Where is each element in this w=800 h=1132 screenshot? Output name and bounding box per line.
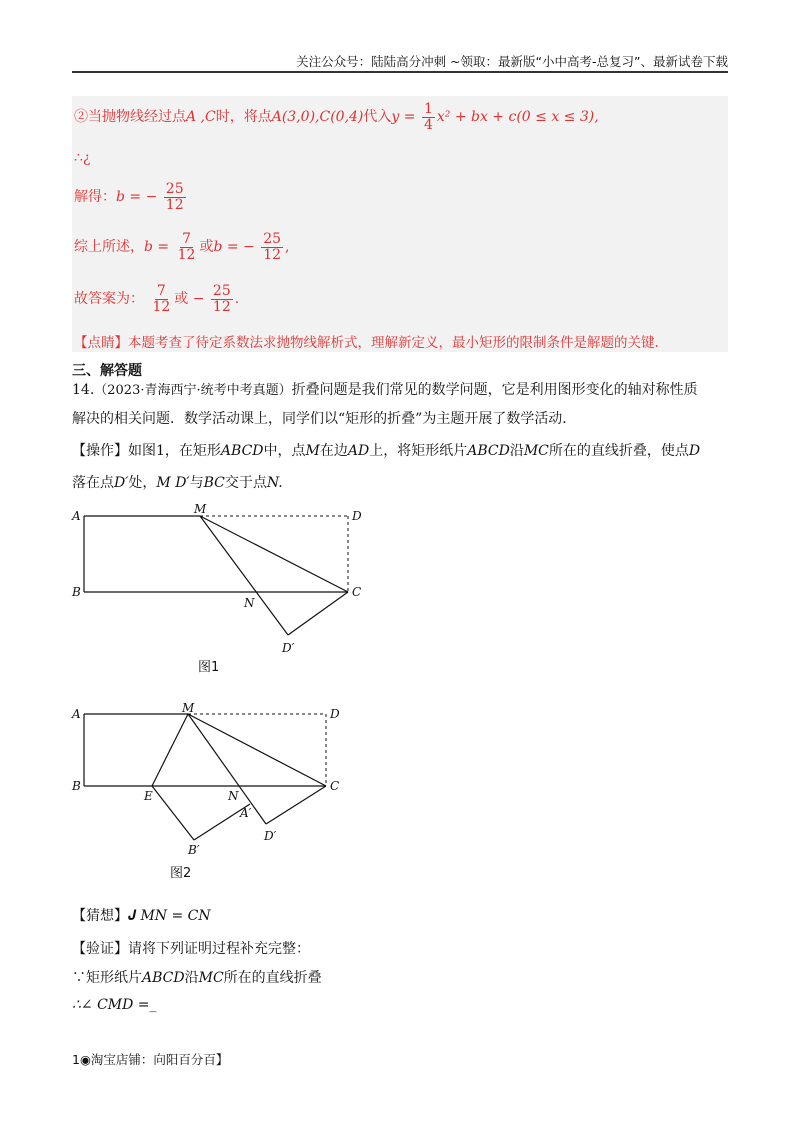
fig2-label-A: A	[72, 707, 81, 721]
fraction-25-12-c: $\frac{25}{12}$	[212, 283, 231, 315]
solution-line-5: 故答案为： $\frac{7}{12}$ 或 − $\frac{25}{12}$ .	[74, 283, 240, 315]
fig1-label-N: N	[244, 596, 255, 610]
fig1-edge-MDp	[200, 516, 288, 635]
fig1-label-D: D	[352, 509, 362, 523]
fig2-label-B: B	[72, 779, 81, 793]
fig1-label-M: M	[194, 502, 207, 516]
fig2-edge-MDp	[188, 714, 266, 824]
solution-line-2: ∴¿	[74, 150, 91, 166]
fig1-fold-MC	[200, 516, 348, 592]
line1-mid: 时，将点	[215, 109, 272, 126]
line1-eq-lhs: y =	[391, 109, 416, 126]
page-footer: 1◉淘宝店铺：向阳百分百】	[72, 1052, 229, 1067]
figure-2	[60, 700, 380, 860]
fig2-edge-EBp	[152, 786, 194, 840]
fig2-label-C: C	[330, 779, 340, 793]
figure-2-caption: 图2	[170, 866, 192, 881]
fig2-fold-ME	[152, 714, 188, 786]
solution-line-3: 解得：b = − $\frac{25}{12}$	[74, 181, 184, 213]
verify-line: 【验证】请将下列证明过程补充完整：	[72, 941, 310, 957]
guess-line: 【猜想】𝑱 MN = CN	[72, 908, 211, 924]
fraction-25-12-b: $\frac{25}{12}$	[263, 231, 282, 263]
figure-1	[60, 500, 380, 670]
solution-line-4: 综上所述，b = $\frac{7}{12}$ 或b = − $\frac{25}{12}$ ,	[74, 231, 290, 263]
fig2-label-N: N	[228, 789, 239, 803]
section-title: 三、解答题	[72, 363, 142, 379]
solution-comment: 【点睛】本题考查了待定系数法求抛物线解析式，理解新定义，最小矩形的限制条件是解题的关键.	[74, 335, 659, 351]
header-rule	[72, 71, 728, 73]
line1-eq-rhs: x² + bx + c(0 ≤ x ≤ 3),	[436, 109, 599, 126]
fig2-label-E: E	[144, 789, 153, 803]
line1-coords: A(3,0),C(0,4)	[271, 109, 364, 126]
fig2-label-M: M	[182, 701, 195, 715]
fig1-label-A: A	[72, 509, 81, 523]
problem-intro: 14.（2023·青海西宁·统考中考真题）折叠问题是我们常见的数学问题，它是利用图形变化的轴对称性质 解决的相关问题．数学活动课上，同学们以“矩形的折叠”为主题开展了数学活动． 【操作】如图1，在矩形ABCD中，点M在边AD上，将矩形纸片ABCD沿MC所在的直线折叠，使点D 落在点D′处，M D′与BC交于点N.	[72, 382, 701, 491]
line1-prefix: ②当抛物线经过点	[74, 109, 186, 126]
solution-line-1	[74, 102, 599, 132]
line1-sub: 代入	[363, 109, 392, 126]
fig1-edge-DpC	[288, 592, 348, 635]
fig2-label-Bprime: B′	[188, 843, 200, 857]
because-line: ∵矩形纸片ABCD沿MC所在的直线折叠	[72, 970, 322, 986]
therefore-line: ∴∠ CMD =_	[72, 997, 157, 1013]
fraction-25-12: $\frac{25}{12}$	[165, 181, 184, 213]
fraction-7-12-b: $\frac{7}{12}$	[152, 283, 171, 315]
fig2-label-D: D	[330, 707, 340, 721]
fig1-label-B: B	[72, 585, 81, 599]
fig1-label-Dprime: D′	[282, 641, 295, 655]
fraction-one-quarter: $\frac{1}{4}$	[423, 101, 433, 133]
line1-points: A ,C	[186, 109, 216, 126]
fig1-label-C: C	[352, 585, 362, 599]
page-header: 关注公众号：陆陆高分冲刺 ~领取：最新版“小中高考-总复习”、最新试卷下载	[296, 54, 728, 69]
fig2-label-Dprime: D′	[264, 829, 277, 843]
fraction-7-12: $\frac{7}{12}$	[177, 231, 196, 263]
fig2-edge-DpC	[266, 786, 326, 824]
figure-1-caption: 图1	[198, 660, 220, 675]
fig2-label-Aprime: A′	[240, 806, 252, 820]
fig2-fold-MC	[188, 714, 326, 786]
